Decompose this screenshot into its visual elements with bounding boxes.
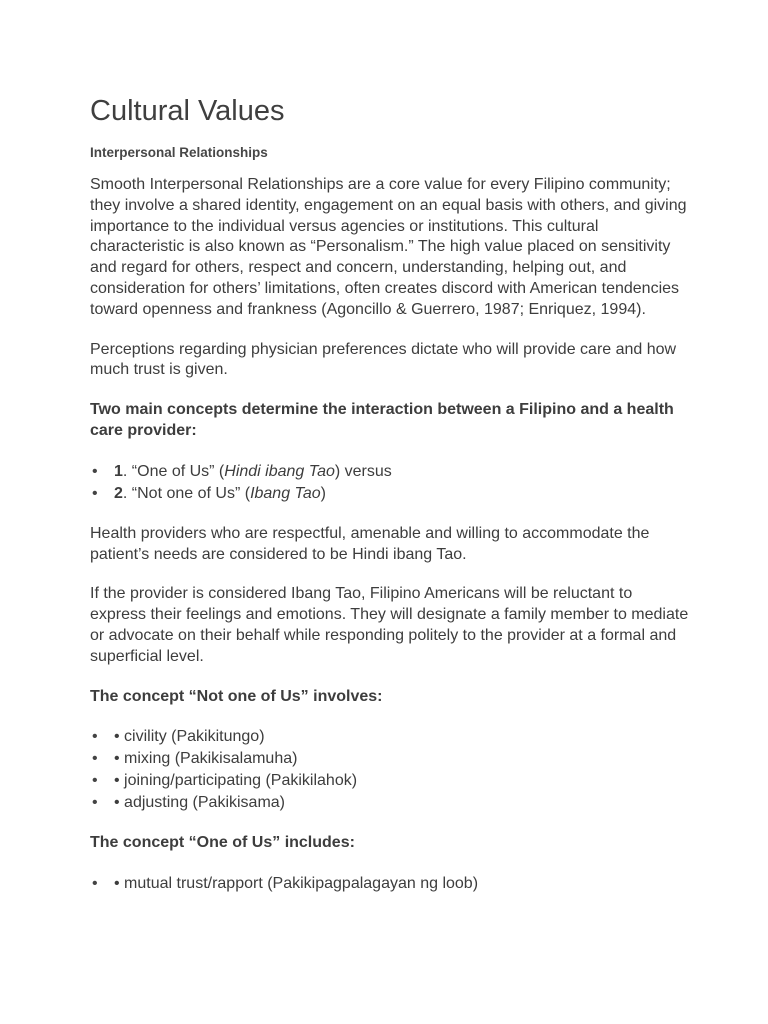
- not-one-of-us-list: [90, 726, 690, 814]
- concept-label: . “One of Us” (: [122, 462, 225, 480]
- concept-number: 2: [114, 484, 123, 502]
- page-title: Cultural Values: [90, 95, 285, 127]
- list-item: • • adjusting (Pakikisama): [114, 792, 690, 814]
- paragraph-personalism: Smooth Interpersonal Relationships are a core value for every Filipino community; they involve a shared identity, engagement on an equal basis with others, and giving importance to the individual versus agencies or institutions. This cultural characteristic is also known as “Personalism.” The high value placed on sensitivity and regard for others, respect and concern, understanding, helping out, and consideration for others’ limitations, often creates discord with American tendencies toward openness and frankness (Agoncillo & Guerrero, 1987; Enriquez, 1994).: [90, 176, 687, 318]
- list-item: • • mixing (Pakikisalamuha): [114, 748, 690, 770]
- section-subheading: Interpersonal Relationships: [90, 145, 268, 160]
- concept-label: . “Not one of Us” (: [122, 484, 251, 502]
- document-body: [90, 92, 690, 895]
- list-item: • • mutual trust/rapport (Pakikipagpalagayan ng loob): [114, 873, 690, 895]
- concept-term: Hindi ibang Tao: [224, 462, 335, 480]
- list-item: • • joining/participating (Pakikilahok): [114, 770, 690, 792]
- concepts-heading: Two main concepts determine the interaction between a Filipino and a health care provider:: [90, 401, 674, 439]
- one-of-us-heading: The concept “One of Us” includes:: [90, 834, 355, 852]
- concept-number: 1: [114, 462, 123, 480]
- paragraph-hindi-ibang-tao: Health providers who are respectful, amenable and willing to accommodate the patient’s needs are considered to be Hindi ibang Tao.: [90, 524, 650, 563]
- paragraph-ibang-tao: If the provider is considered Ibang Tao, Filipino Americans will be reluctant to express their feelings and emotions. They will designate a family member to mediate or advocate on their behalf while responding politely to the provider at a formal and superficial level.: [90, 585, 689, 665]
- paragraph-perceptions: Perceptions regarding physician preferences dictate who will provide care and how much trust is given.: [90, 340, 677, 379]
- concepts-list: [90, 461, 690, 505]
- concept-suffix: ): [320, 484, 326, 502]
- concept-term: Ibang Tao: [250, 484, 321, 502]
- list-item: [114, 461, 690, 483]
- concept-suffix: ) versus: [334, 462, 392, 480]
- one-of-us-list: [90, 873, 690, 895]
- list-item: [114, 483, 690, 505]
- list-item: • • civility (Pakikitungo): [114, 726, 690, 748]
- not-one-of-us-heading: The concept “Not one of Us” involves:: [90, 687, 383, 705]
